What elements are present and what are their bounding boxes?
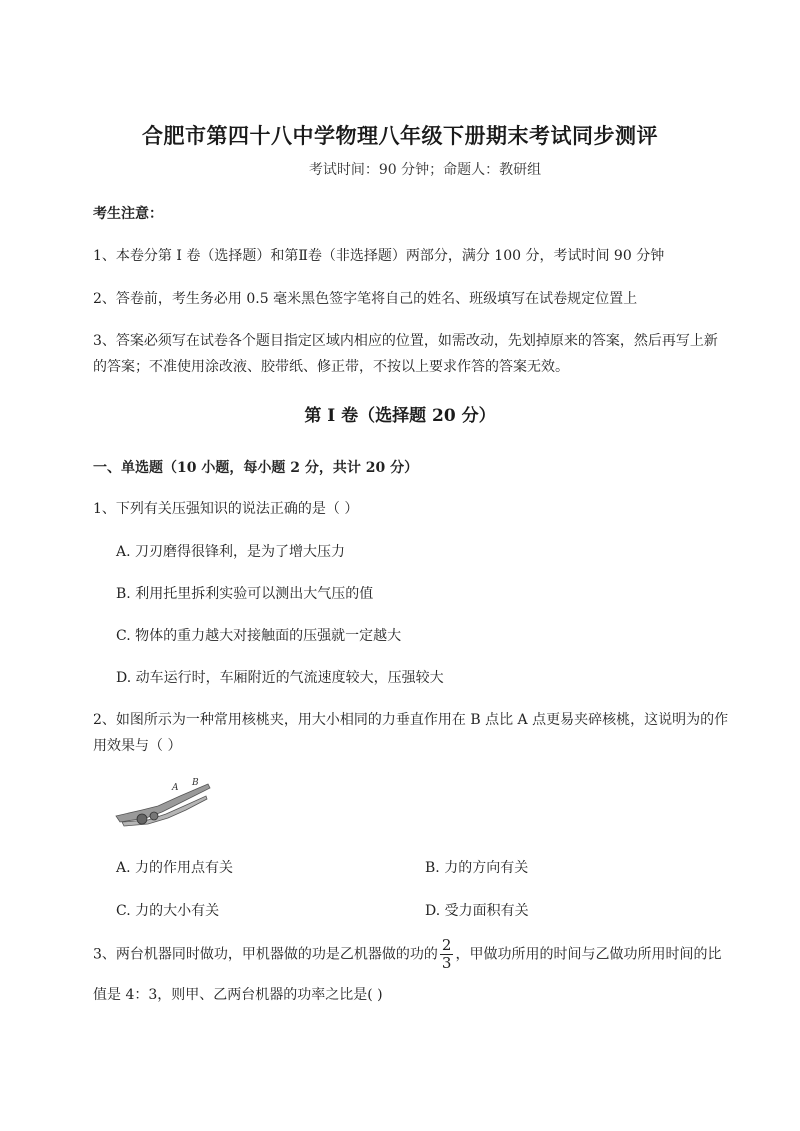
question-1-option-c: C. 物体的重力越大对接触面的压强就一定越大	[116, 628, 402, 644]
notice-item-3-cont: 的答案；不准使用涂改液、胶带纸、修正带，不按以上要求作答的答案无效。	[93, 359, 569, 375]
question-2-option-a: A. 力的作用点有关	[116, 860, 234, 876]
figure-label-a: A	[172, 783, 179, 793]
question-2-option-b: B. 力的方向有关	[425, 860, 529, 876]
question-2-stem: 2、如图所示为一种常用核桃夹，用大小相同的力垂直作用在 B 点比 A 点更易夹碎核桃，这说明为的作	[93, 712, 729, 728]
question-3-stem	[93, 937, 721, 972]
question-1-option-b: B. 利用托里拆利实验可以测出大气压的值	[116, 586, 374, 602]
notice-item-2: 2、答卷前，考生务必用 0.5 毫米黑色签字笔将自己的姓名、班级填写在试卷规定位置上	[93, 291, 638, 307]
fraction-denominator: 3	[441, 954, 452, 972]
question-1-stem: 1、下列有关压强知识的说法正确的是（ ）	[93, 501, 359, 517]
section-title: 第 I 卷（选择题 20 分）	[304, 406, 496, 426]
question-3-stem-post: ，甲做功所用的时间与乙做功所用时间的比	[455, 946, 722, 963]
question-3-stem-pre: 3、两台机器同时做功，甲机器做的功是乙机器做的功的	[93, 946, 438, 963]
question-2-option-d: D. 受力面积有关	[425, 903, 529, 919]
notice-item-1: 1、本卷分第 I 卷（选择题）和第Ⅱ卷（非选择题）两部分，满分 100 分，考试时间 90 分钟	[93, 248, 665, 264]
question-2-option-c: C. 力的大小有关	[116, 903, 220, 919]
figure-label-b: B	[192, 778, 199, 788]
notice-item-3: 3、答案必须写在试卷各个题目指定区域内相应的位置，如需改动，先划掉原来的答案，然后再写上新	[93, 333, 718, 349]
fraction-numerator: 2	[441, 936, 452, 954]
question-2-stem-cont: 用效果与（ ）	[93, 738, 182, 754]
part-title: 一、单选题（10 小题，每小题 2 分，共计 20 分）	[93, 460, 419, 476]
exam-subtitle: 考试时间：90 分钟；命题人：教研组	[308, 162, 542, 178]
question-1-option-d: D. 动车运行时，车厢附近的气流速度较大，压强较大	[116, 670, 444, 686]
question-3-stem-cont: 值是 4：3，则甲、乙两台机器的功率之比是( )	[93, 987, 383, 1003]
nutcracker-figure	[112, 772, 216, 832]
fraction	[440, 937, 454, 972]
exam-title: 合肥市第四十八中学物理八年级下册期末考试同步测评	[142, 123, 658, 148]
question-1-option-a: A. 刀刃磨得很锋利，是为了增大压力	[116, 544, 346, 560]
notice-heading: 考生注意：	[93, 206, 163, 222]
